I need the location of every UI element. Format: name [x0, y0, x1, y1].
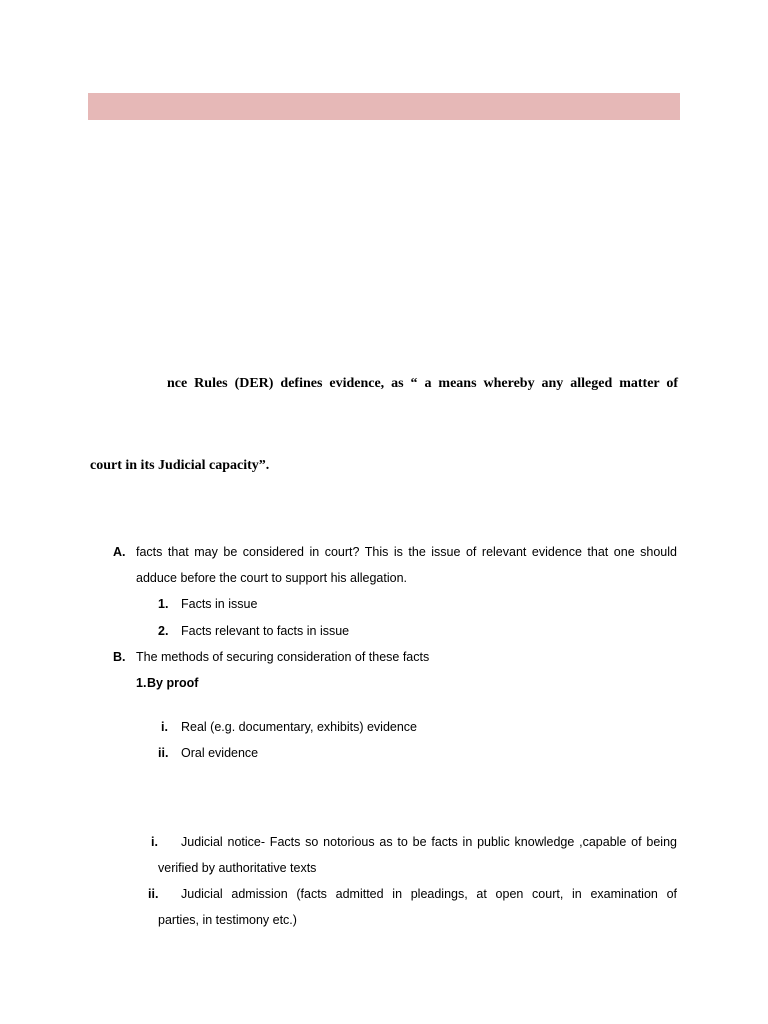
notice-item-judicial-admission-line-1: Judicial admission (facts admitted in pleadings, at open court, in examination of: [181, 887, 677, 901]
list-item-facts-relevant: Facts relevant to facts in issue: [181, 624, 350, 638]
proof-item-marker: ii.: [158, 746, 169, 760]
definition-line-2: court in its Judicial capacity”.: [90, 458, 270, 473]
section-a-marker: A.: [113, 545, 126, 559]
section-a-text-line-1: facts that may be considered in court? This is the issue of relevant evidence that one should: [136, 545, 677, 559]
notice-item-marker: ii.: [148, 887, 159, 901]
list-item-marker: 1.: [158, 597, 169, 611]
header-bar: [88, 93, 680, 120]
proof-item-marker: i.: [161, 720, 168, 734]
section-b-marker: B.: [113, 650, 126, 664]
proof-item-oral-evidence: Oral evidence: [181, 746, 259, 760]
definition-line-1: nce Rules (DER) defines evidence, as “ a means whereby any alleged matter of: [167, 376, 678, 391]
list-item-facts-in-issue: Facts in issue: [181, 597, 258, 611]
list-item-marker: 2.: [158, 624, 169, 638]
by-proof-heading: By proof: [147, 676, 199, 690]
notice-item-judicial-notice-line-2: verified by authoritative texts: [158, 861, 317, 875]
notice-item-judicial-notice-line-1: Judicial notice- Facts so notorious as to be facts in public knowledge ,capable of being: [181, 835, 677, 849]
section-a-text-line-2: adduce before the court to support his allegation.: [136, 571, 408, 585]
notice-item-marker: i.: [151, 835, 158, 849]
proof-item-real-evidence: Real (e.g. documentary, exhibits) evidence: [181, 720, 417, 734]
notice-item-judicial-admission-line-2: parties, in testimony etc.): [158, 913, 297, 927]
section-b-text: The methods of securing consideration of these facts: [136, 650, 430, 664]
by-proof-marker: 1.: [136, 676, 147, 690]
